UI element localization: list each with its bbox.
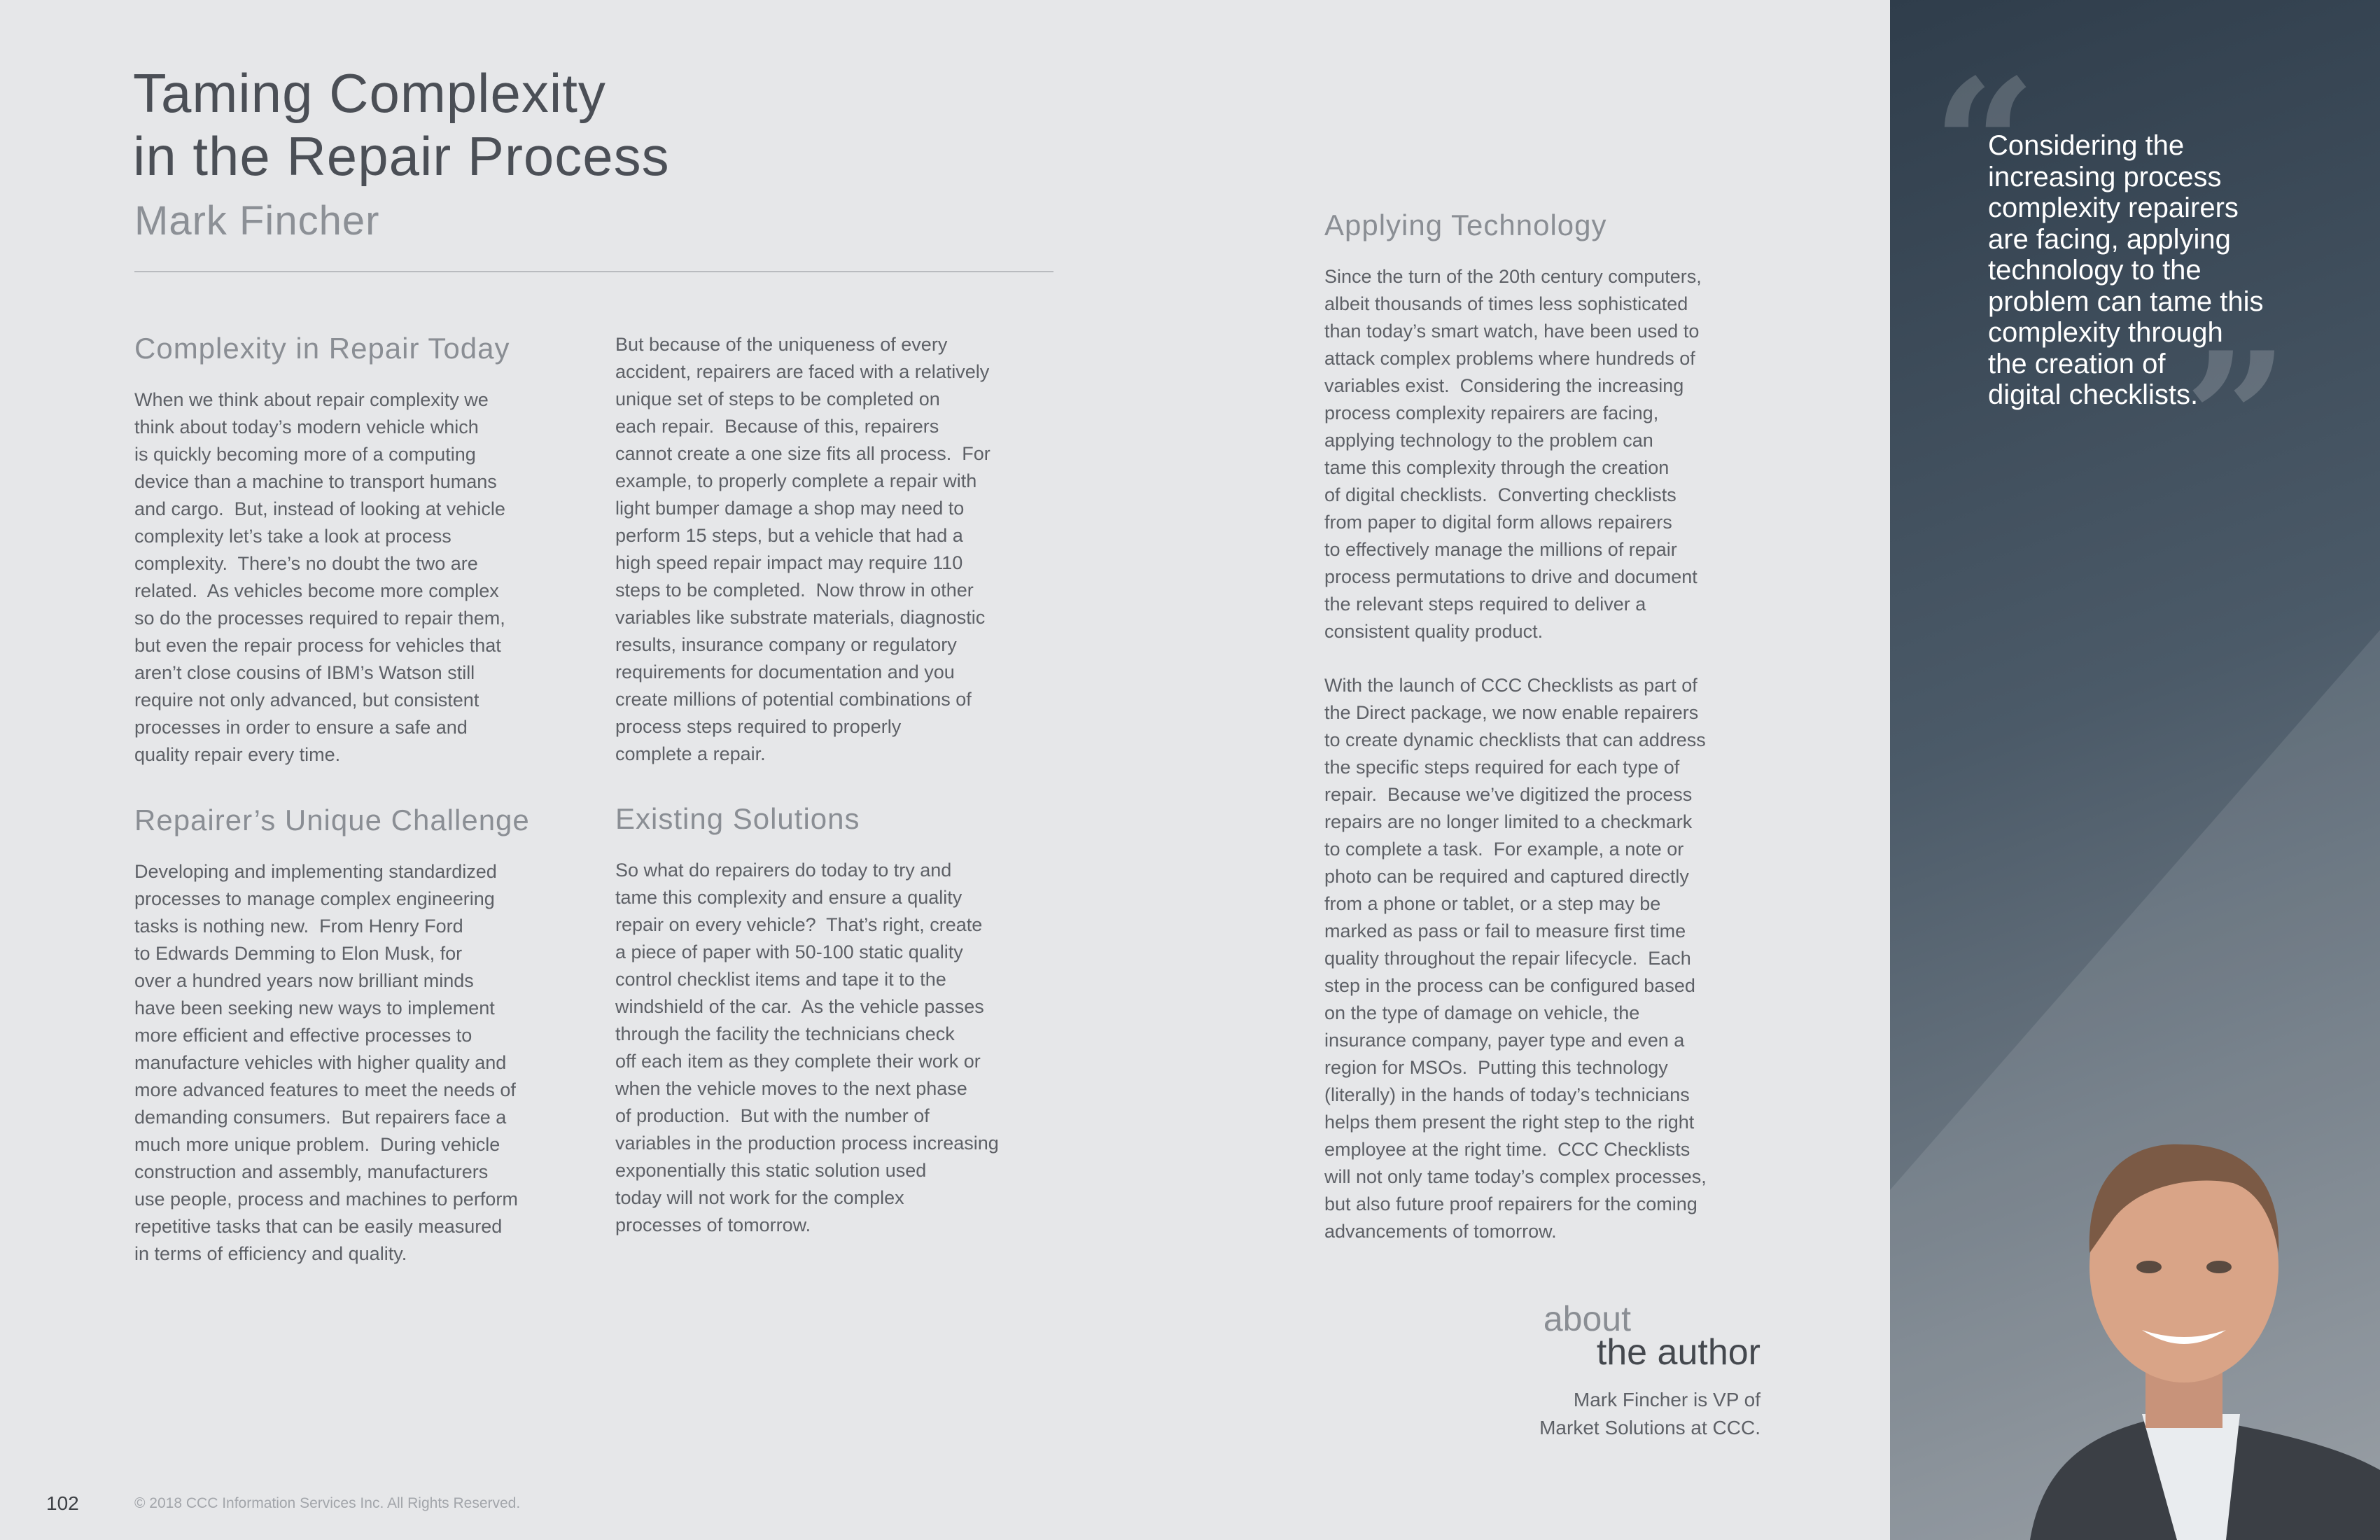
about-label: about (1543, 1299, 1631, 1338)
author-bio: Mark Fincher is VP of Market Solutions at CCC. (1539, 1389, 1760, 1438)
open-quote-icon: “ (1932, 40, 2037, 253)
body-unique-challenge: Developing and implementing standardized processes to manage complex engineering tasks is nothing new. From Henry Ford to Edwards Demming to Elon Musk, for over a hundred years now brilliant minds have been seeking new ways to implement more efficient and effective processes to manufacture vehicles with higher quality and more advanced features to meet the needs of demanding consumers. But repairers face a much more unique problem. During vehicle construction and assembly, manufacturers use people, process and machines to perform repetitive tasks that can be easily measured in terms of efficiency and quality. (134, 861, 518, 1264)
title-divider (134, 271, 1054, 272)
article-title: Taming Complexity in the Repair Process (133, 62, 670, 187)
pull-quote-panel (1890, 0, 2380, 1540)
body-applying-technology-1: Since the turn of the 20th century computers, albeit thousands of times less sophisticated than today’s smart watch, have been used to attack complex problems where hundreds of variables exist. Considering the increasing process complexity repairers are facing, applying technology to the problem can tame this complexity through the creation of digital checklists. Converting checklists from paper to digital form allows repairers to effectively manage the millions of repair process permutations to drive and document the relevant steps required to deliver a consistent quality product. (1324, 266, 1702, 642)
body-applying-technology-2: With the launch of CCC Checklists as part of the Direct package, we now enable repairers to create dynamic checklists that can address the specific steps required for each type of repair. Because we’ve digitized the process repairs are no longer limited to a checkmark to complete a task. For example, a note or photo can be required and captured directly from a phone or tablet, or a step may be marked as pass or fail to measure first time quality throughout the repair lifecycle. Each step in the process can be configured based on the type of damage on vehicle, the insurance company, payer type and even a region for MSOs. Putting this technology (literally) in the hands of today’s technicians helps them present the right step to the right employee at the right time. CCC Checklists will not only tame today’s complex processes, but also future proof repairers for the coming advancements of tomorrow. (1324, 675, 1707, 1242)
close-quote-icon: ” (2184, 313, 2289, 526)
heading-applying-technology: Applying Technology (1324, 209, 1607, 241)
body-complexity-today: When we think about repair complexity we think about today’s modern vehicle which is quickly becoming more of a computing device than a machine to transport humans and cargo. But, instead of looking at vehicle complexity let’s take a look at process complexity. There’s no doubt the two are related. As vehicles become more complex so do the processes required to repair them, but even the repair process for vehicles that aren’t close cousins of IBM’s Watson still require not only advanced, but consistent processes in order to ensure a safe and quality repair every time. (134, 389, 505, 765)
body-existing-solutions: So what do repairers do today to try and tame this complexity and ensure a quality repair on every vehicle? That’s right, create a piece of paper with 50-100 static quality control checklist items and tape it to the windshield of the car. As the vehicle passes through the facility the technicians check off each item as they complete their work or when the vehicle moves to the next phase of production. But with the number of variables in the production process increasing exponentially this static solution used today will not work for the complex processes of tomorrow. (615, 860, 999, 1236)
page-number: 102 (46, 1492, 79, 1514)
heading-unique-challenge: Repairer’s Unique Challenge (134, 804, 530, 836)
article-author: Mark Fincher (134, 198, 380, 244)
author-photo (2002, 1078, 2380, 1540)
heading-existing-solutions: Existing Solutions (615, 802, 860, 835)
copyright: © 2018 CCC Information Services Inc. All Rights Reserved. (134, 1495, 521, 1511)
pull-quote-text: Considering the increasing process complexity repairers are facing, applying technology to the problem can tame this complexity through the creation of digital checklists. (1988, 130, 2264, 410)
body-continuation: But because of the uniqueness of every accident, repairers are faced with a relatively unique set of steps to be completed on each repair. Because of this, repairers cannot create a one size fits all process. For example, to properly complete a repair with light bumper damage a shop may need to perform 15 steps, but a vehicle that had a high speed repair impact may require 110 steps to be completed. Now throw in other variables like substrate materials, diagnostic results, insurance company or regulatory requirements for documentation and you create millions of potential combinations of process steps required to properly complete a repair. (615, 334, 990, 764)
heading-complexity-today: Complexity in Repair Today (134, 332, 510, 365)
the-author-label: the author (1596, 1332, 1760, 1373)
